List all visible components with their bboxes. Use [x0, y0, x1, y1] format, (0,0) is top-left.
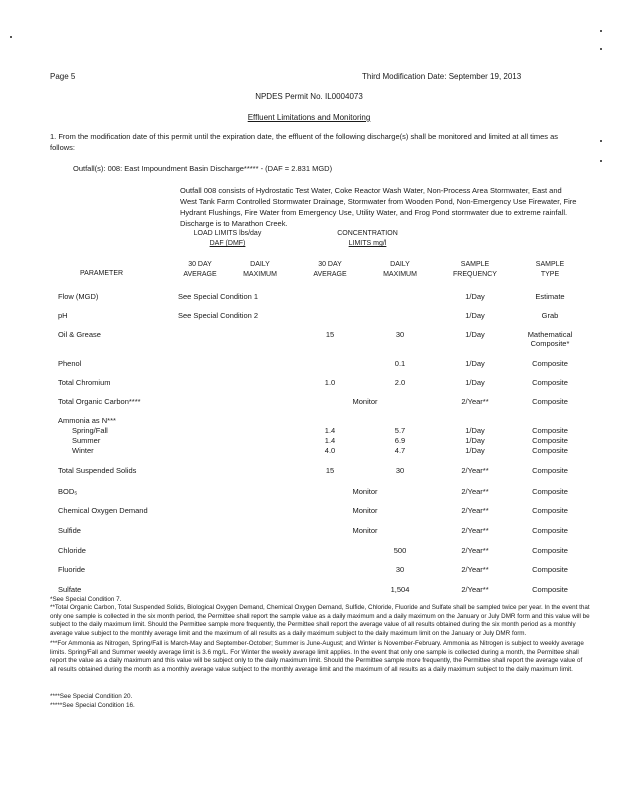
- table-row-conc-max: 500: [393, 546, 407, 555]
- col-conc-max: DAILY MAXIMUM: [383, 261, 417, 278]
- col-sample-type: SAMPLE TYPE: [535, 261, 565, 278]
- table-row-type: Composite: [532, 466, 568, 475]
- col-parameter: PARAMETER: [80, 270, 124, 277]
- table-row-monitor: Monitor: [352, 506, 378, 515]
- table-row-param: Ammonia as N***: [58, 416, 116, 425]
- modification-date: Third Modification Date: September 19, 2013: [362, 72, 522, 81]
- table-subrow-conc-max: 4.7: [394, 446, 406, 455]
- table-row-type: Composite: [532, 546, 568, 555]
- table-subrow-conc-avg: 1.4: [324, 436, 336, 445]
- table-subrow-type: Composite: [532, 436, 568, 445]
- outfall-line: Outfall(s): 008: East Impoundment Basin Discharge***** - (DAF = 2.831 MGD): [73, 164, 333, 173]
- outfall-description: Outfall 008 consists of Hydrostatic Test Water, Coke Reactor Wash Water, Non-Process Area Stormwater, East and West Tank Farm Controlled Stormwater Drainage, Stormwater from Wooden Pond, Non-Emergency Use Firewater, Fire Hydrant Flushings, Fire Water from Emergency Use, Utility Water, and Frog Pond stormwater due to extreme rainfall. Discharge is to Marathon Creek.: [180, 186, 577, 228]
- table-row-conc-avg: 1.0: [324, 378, 336, 387]
- table-row-frequency: 2/Year**: [461, 546, 489, 555]
- table-row-type: Composite: [532, 585, 568, 594]
- table-subrow-conc-max: 5.7: [394, 426, 406, 435]
- table-row-type-line2: Composite*: [530, 339, 570, 348]
- table-row-type: Grab: [541, 311, 559, 320]
- table-row-frequency: 1/Day: [465, 330, 485, 339]
- table-row-param: Oil & Grease: [58, 330, 101, 339]
- footnote-5: *****See Special Condition 16.: [50, 702, 135, 709]
- table-row-type: Composite: [532, 487, 568, 496]
- table-subrow-param: Summer: [72, 436, 101, 445]
- table-row-frequency: 2/Year**: [461, 487, 489, 496]
- scan-mark: [600, 140, 602, 142]
- table-row-param: Phenol: [58, 359, 82, 368]
- scan-mark: [10, 36, 12, 38]
- table-row-frequency: 1/Day: [465, 311, 485, 320]
- table-row-param: pH: [58, 311, 68, 320]
- table-subrow-type: Composite: [532, 426, 568, 435]
- table-row-param: BOD₅: [58, 487, 78, 496]
- table-row-frequency: 2/Year**: [461, 397, 489, 406]
- table-row-monitor: Monitor: [352, 487, 378, 496]
- table-row-conc-max: 30: [395, 565, 405, 574]
- table-row-type: Composite: [532, 359, 568, 368]
- section-title: Effluent Limitations and Monitoring: [247, 113, 371, 122]
- table-row-frequency: 1/Day: [465, 292, 485, 301]
- table-row-type: Mathematical: [527, 330, 573, 339]
- table-row-frequency: 2/Year**: [461, 466, 489, 475]
- table-subrow-frequency: 1/Day: [465, 446, 485, 455]
- footnote-2: **Total Organic Carbon, Total Suspended Solids, Biological Oxygen Demand, Chemical Oxygen Demand, Sulfide, Chloride, Fluoride and Sulfate shall be sampled twice per year. In the event that only one sample is collected in the six month period, the Permittee shall report the sample value as a daily maximum and a daily maximum on the January or July DMR form and this value will be subject to the daily maximum limit. Should the Permittee sample more frequently, the Permittee shall report the average value of all results obtained during the six month period as a monthly average value subject to the monthly average limit and the maximum of all results as a daily maximum subject to the daily maximum limit on the January or July DMR form.: [50, 604, 590, 637]
- table-row-param: Sulfate: [58, 585, 82, 594]
- footnote-4: ****See Special Condition 20.: [50, 693, 133, 700]
- table-row-conc-max: 1,504: [390, 585, 410, 594]
- table-row-param: Sulfide: [58, 526, 81, 535]
- table-row-type: Estimate: [535, 292, 565, 301]
- table-subrow-type: Composite: [532, 446, 568, 455]
- table-subrow-param: Spring/Fall: [72, 426, 108, 435]
- table-row-note: See Special Condition 2: [178, 311, 259, 320]
- table-row-type: Composite: [532, 526, 568, 535]
- table-row-conc-avg: 15: [325, 330, 335, 339]
- table-row-monitor: Monitor: [352, 526, 378, 535]
- concentration-limits-heading: CONCENTRATION LIMITS mg/l: [337, 230, 398, 247]
- table-row-frequency: 1/Day: [465, 378, 485, 387]
- footnote-1: *See Special Condition 7.: [50, 596, 122, 603]
- table-row-param: Chloride: [58, 546, 86, 555]
- table-row-type: Composite: [532, 565, 568, 574]
- table-row-param: Flow (MGD): [58, 292, 99, 301]
- table-subrow-frequency: 1/Day: [465, 426, 485, 435]
- table-row-conc-avg: 15: [325, 466, 335, 475]
- table-row-monitor: Monitor: [352, 397, 378, 406]
- footnote-3: ***For Ammonia as Nitrogen, Spring/Fall is March-May and September-October; Summer is June-August; and Winter is November-February. Ammonia as Nitrogen is subject to weekly average limits. Spring/Fall and Summer weekly average limit is 3.6 mg/L. For Winter the weekly average limit applies. In the event that only one sample is collected during a month, the Permittee shall report the value as a daily maximum and this value will be subject only to the daily maximum limit. Should the Permittee sample more frequently, the Permittee shall report the average value of all results obtained during the month as a monthly average value subject to the monthly average limit and the maximum of all results as a daily maximum subject to the daily maximum limit.: [50, 640, 584, 673]
- table-row-frequency: 2/Year**: [461, 526, 489, 535]
- table-row-param: Fluoride: [58, 565, 86, 574]
- permit-number: NPDES Permit No. IL0004073: [255, 92, 363, 101]
- load-limits-heading: LOAD LIMITS lbs/day DAF (DMF): [193, 230, 262, 247]
- table-subrow-conc-avg: 4.0: [324, 446, 336, 455]
- table-row-conc-max: 30: [395, 330, 405, 339]
- table-row-frequency: 2/Year**: [461, 565, 489, 574]
- table-row-conc-max: 30: [395, 466, 405, 475]
- table-row-param: Total Suspended Solids: [58, 466, 137, 475]
- table-row-param: Chemical Oxygen Demand: [58, 506, 148, 515]
- col-load-max: DAILY MAXIMUM: [243, 261, 277, 278]
- table-row-type: Composite: [532, 506, 568, 515]
- table-subrow-conc-max: 6.9: [394, 436, 406, 445]
- col-load-avg: 30 DAY AVERAGE: [183, 261, 217, 278]
- col-conc-avg: 30 DAY AVERAGE: [313, 261, 347, 278]
- table-row-frequency: 2/Year**: [461, 585, 489, 594]
- table-row-conc-max: 2.0: [394, 378, 406, 387]
- table-subrow-param: Winter: [72, 446, 94, 455]
- table-subrow-frequency: 1/Day: [465, 436, 485, 445]
- table-row-param: Total Organic Carbon****: [58, 397, 141, 406]
- page-label: Page 5: [50, 72, 76, 81]
- table-subrow-conc-avg: 1.4: [324, 426, 336, 435]
- table-row-conc-max: 0.1: [394, 359, 406, 368]
- table-row-type: Composite: [532, 378, 568, 387]
- table-row-note: See Special Condition 1: [178, 292, 259, 301]
- intro-paragraph: 1. From the modification date of this permit until the expiration date, the effluent of the following discharge(s) shall be monitored and limited at all times as follows:: [50, 132, 559, 152]
- table-row-type: Composite: [532, 397, 568, 406]
- table-row-frequency: 2/Year**: [461, 506, 489, 515]
- scan-mark: [600, 160, 602, 162]
- table-row-frequency: 1/Day: [465, 359, 485, 368]
- table-row-param: Total Chromium: [58, 378, 111, 387]
- col-sample-frequency: SAMPLE FREQUENCY: [453, 261, 497, 278]
- scan-mark: [600, 48, 602, 50]
- scan-mark: [600, 30, 602, 32]
